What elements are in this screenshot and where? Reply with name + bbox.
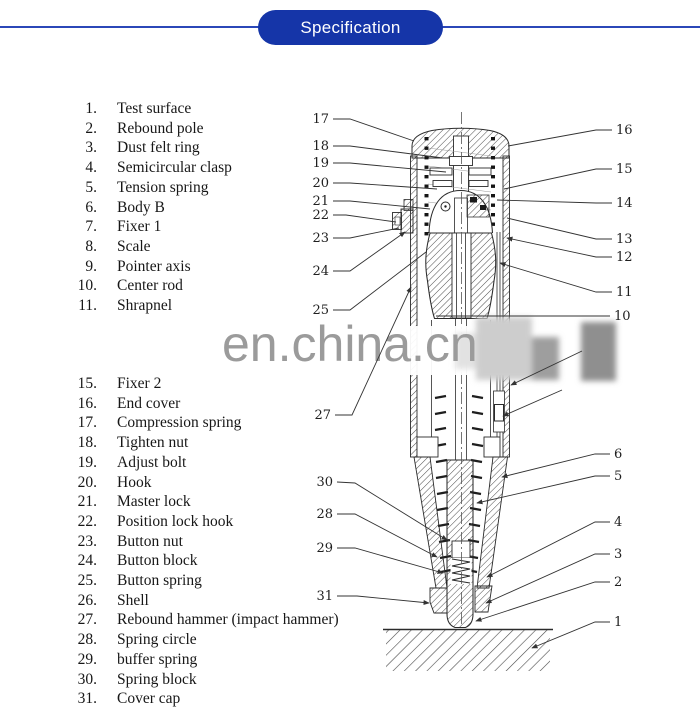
leader-28 (337, 514, 437, 557)
part-label: Master lock (117, 493, 191, 511)
part-number: 27. (77, 611, 97, 629)
callout-number: 29 (316, 541, 333, 556)
part-label: Body B (117, 198, 165, 216)
banner-label: Specification (300, 17, 401, 37)
leader-13 (507, 218, 612, 239)
part-label: Adjust bolt (117, 453, 187, 471)
part-number: 16. (77, 394, 97, 412)
leader-11 (500, 263, 612, 292)
part-number: 17. (77, 414, 97, 432)
callout-number: 3 (614, 547, 623, 562)
callout-number: 15 (616, 162, 633, 177)
step-notch-left (417, 437, 438, 457)
part-number: 23. (77, 532, 97, 550)
part-label: Tension spring (117, 178, 209, 196)
callout-number: 24 (312, 264, 329, 279)
leader-22 (333, 215, 396, 222)
part-number: 10. (77, 277, 97, 295)
callout-number: 1 (614, 615, 623, 630)
callout-number: 20 (312, 176, 329, 191)
part-label: Test surface (117, 100, 192, 117)
leader-23 (333, 228, 399, 238)
part-number: 25. (77, 572, 97, 590)
ground-hatch (386, 630, 550, 671)
part-label: Spring circle (117, 631, 197, 649)
part-number: 30. (77, 670, 97, 688)
part-label: Position lock hook (117, 512, 234, 530)
part-number: 2. (85, 119, 97, 137)
part-label: Button spring (117, 572, 202, 590)
callout-number: 5 (614, 469, 623, 484)
part-label: End cover (117, 394, 181, 412)
part-label: Shell (117, 591, 149, 609)
leader-20 (333, 183, 437, 189)
part-number: 18. (77, 434, 97, 452)
part-number: 3. (85, 139, 97, 157)
part-number: 22. (77, 512, 97, 530)
callout-number: 2 (614, 575, 623, 590)
cover-cap-left (430, 588, 447, 613)
part-label: Button block (117, 552, 198, 570)
callout-number: 10 (614, 309, 631, 324)
callout-number: 28 (316, 507, 333, 522)
master-lock-block (455, 198, 468, 233)
part-number: 31. (77, 690, 97, 708)
part-label: Tighten nut (117, 434, 189, 452)
part-number: 29. (77, 650, 97, 668)
hammer-body-drawing (383, 128, 553, 671)
leader-2 (476, 582, 610, 621)
part-label: Compression spring (117, 414, 242, 432)
part-label: Fixer 2 (117, 375, 162, 392)
part-number: 6. (85, 198, 97, 216)
callout-number: 27 (314, 408, 331, 423)
leader-17 (333, 119, 414, 141)
callout-number: 21 (312, 194, 329, 209)
leader-16 (508, 130, 612, 146)
callout-number: 12 (616, 250, 633, 265)
callout-number: 16 (616, 123, 633, 138)
part-number: 26. (77, 591, 97, 609)
part-label: buffer spring (117, 650, 198, 668)
leader-4 (487, 522, 610, 577)
hook-detail (470, 197, 477, 203)
part-label: Rebound hammer (impact hammer) (117, 611, 339, 629)
callout-number: 22 (312, 208, 329, 223)
part-label: Scale (117, 237, 151, 255)
callout-number: 17 (312, 112, 329, 127)
watermark-text: en.china.cn (222, 316, 478, 372)
leader-31 (337, 596, 429, 603)
part-label: Center rod (117, 277, 183, 295)
callout-number: 4 (614, 515, 623, 530)
center-rod-mid (457, 233, 466, 318)
part-number: 15. (77, 375, 97, 392)
part-label: Shrapnel (117, 297, 173, 315)
part-number: 24. (77, 552, 97, 570)
part-number: 28. (77, 631, 97, 649)
callout-number: 30 (316, 475, 333, 490)
part-number: 8. (85, 237, 97, 255)
leader-12 (507, 238, 612, 257)
callout-numbers-right (614, 123, 633, 630)
callout-number: 13 (616, 232, 633, 247)
button-assembly (393, 200, 414, 234)
callout-number: 19 (312, 156, 329, 171)
callout-number: 14 (616, 196, 633, 211)
callout-number: 6 (614, 447, 623, 462)
cover-cap-right (475, 586, 492, 612)
part-label: Cover cap (117, 690, 181, 708)
tighten-nut (450, 157, 473, 166)
step-notch-right (484, 437, 500, 457)
scale-pointer-slider (495, 405, 504, 422)
part-label: Semicircular clasp (117, 159, 232, 177)
callout-number: 25 (312, 303, 329, 318)
part-label: Fixer 1 (117, 218, 162, 236)
part-number: 7. (85, 218, 97, 236)
part-number: 11. (78, 297, 97, 315)
part-label: Spring block (117, 670, 197, 688)
part-number: 9. (85, 257, 97, 275)
hook-detail (480, 205, 486, 210)
pointer-axis-center (444, 205, 446, 207)
callout-number: 18 (312, 139, 329, 154)
leader-obscured-b (503, 390, 562, 416)
part-label: Dust felt ring (117, 139, 200, 157)
spring-block (452, 541, 470, 558)
part-number: 19. (77, 453, 97, 471)
leader-14 (497, 200, 612, 203)
part-number: 21. (77, 493, 97, 511)
part-label: Pointer axis (117, 257, 191, 275)
part-label: Rebound pole (117, 119, 204, 137)
part-number: 4. (85, 159, 97, 177)
leader-19 (333, 163, 446, 172)
part-number: 1. (85, 100, 97, 117)
leader-3 (486, 554, 610, 603)
part-number: 20. (77, 473, 97, 491)
part-label: Button nut (117, 532, 183, 550)
leader-15 (504, 169, 612, 189)
callout-number: 23 (312, 231, 329, 246)
callout-number: 11 (616, 285, 633, 300)
part-label: Hook (117, 473, 152, 491)
callout-number: 31 (316, 589, 333, 604)
leader-6 (502, 454, 610, 477)
part-number: 5. (85, 178, 97, 196)
